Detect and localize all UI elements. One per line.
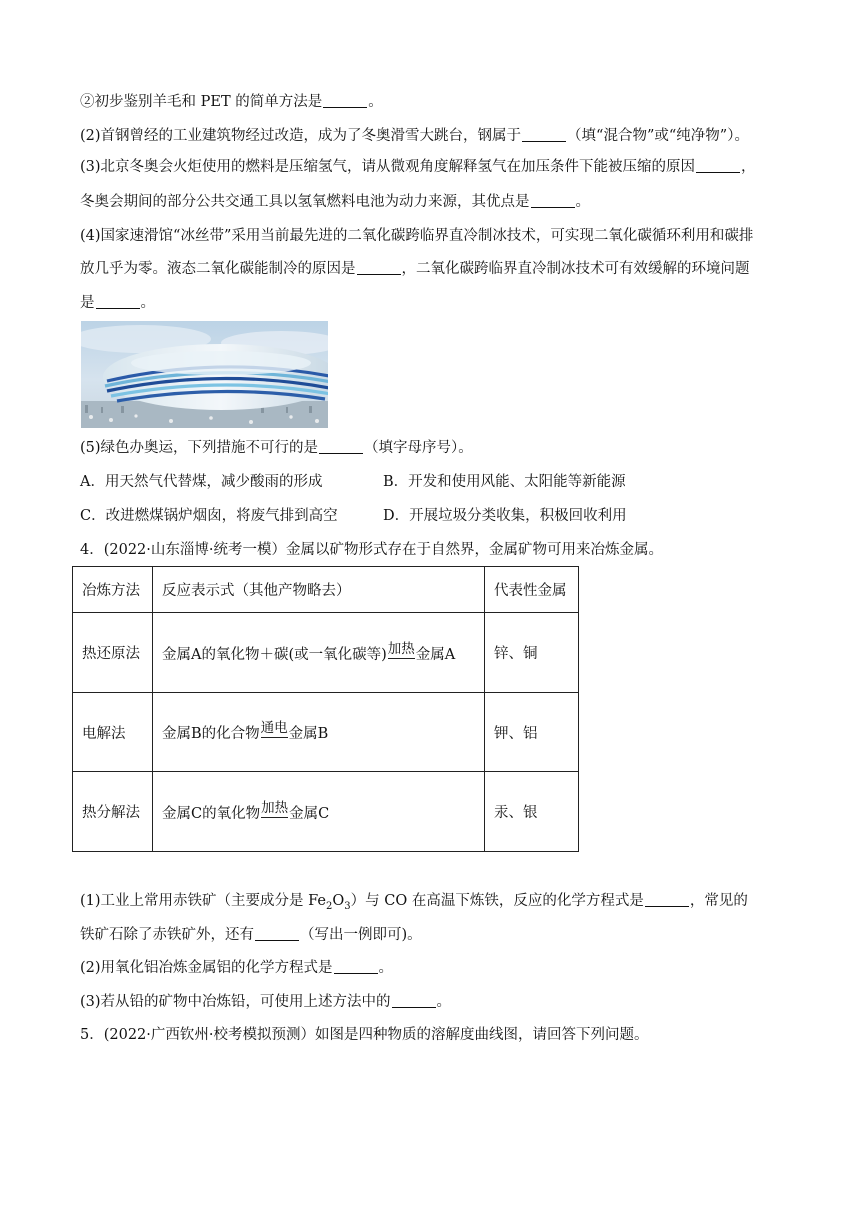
- q5-title: 5．(2022·广西钦州·校考模拟预测）如图是四种物质的溶解度曲线图，请回答下列问题。: [80, 1027, 649, 1043]
- reaction-arrow: [261, 721, 288, 738]
- q4-part3-text: (3)若从铅的矿物中冶炼铅，可使用上述方法中的: [80, 994, 391, 1010]
- q3-part5-hint: （填字母序号）。: [364, 440, 473, 456]
- formula-part: O: [332, 893, 345, 909]
- q3-part5-text: (5)绿色办奥运，下列措施不可行的是: [80, 440, 319, 456]
- answer-blank[interactable]: [645, 892, 689, 907]
- punct: 。: [378, 960, 394, 976]
- method-cell: 热分解法: [73, 772, 153, 852]
- metals-cell: 汞、银: [485, 772, 579, 852]
- q3-part4-text-2: 放几乎为零。液态二氧化碳能制冷的原因是: [80, 261, 356, 277]
- q3-part4-text: (4)国家速滑馆“冰丝带”采用当前最先进的二氧化碳跨临界直冷制冰技术，可实现二氧化碳循环利用和碳排: [80, 228, 754, 244]
- product: 金属B: [288, 726, 329, 742]
- subscript: 2: [326, 900, 333, 912]
- metals-cell: 锌、铜: [485, 613, 579, 693]
- product: 金属A: [415, 646, 456, 663]
- q4-part2-text: (2)用氧化铝冶炼金属铝的化学方程式是: [80, 960, 333, 976]
- q3-part4-line3: [80, 293, 155, 313]
- answer-blank[interactable]: [522, 127, 566, 142]
- q4-part2-line: [80, 958, 393, 978]
- punct: 。: [140, 295, 155, 311]
- method-cell: 热还原法: [73, 613, 153, 693]
- smelting-methods-table: [72, 566, 579, 852]
- punct: 。: [575, 194, 590, 210]
- option-b[interactable]: B．开发和使用风能、太阳能等新能源: [383, 474, 626, 490]
- condition: 加热: [261, 799, 289, 816]
- q4-part3-line: [80, 992, 451, 1012]
- answer-blank[interactable]: [696, 158, 740, 173]
- reaction-cell: [153, 693, 485, 772]
- punct: 。: [368, 94, 383, 110]
- q3-part3-text: (3)北京冬奥会火炬使用的燃料是压缩氢气，请从微观角度解释氢气在加压条件下能被压缩的原因: [80, 159, 696, 175]
- answer-blank[interactable]: [334, 959, 378, 974]
- q3-part3-line1: [80, 157, 756, 177]
- q4-part1-text-4: 铁矿石除了赤铁矿外，还有: [80, 927, 254, 943]
- q4-part1-line2: [80, 925, 422, 945]
- answer-blank[interactable]: [323, 93, 367, 108]
- q4-part1-text-2: ）与 CO 在高温下炼铁，反应的化学方程式是: [350, 893, 644, 909]
- option-d[interactable]: D．开展垃圾分类收集，积极回收利用: [383, 508, 627, 524]
- reaction-cell: [153, 613, 485, 693]
- q3-part4-line2: [80, 259, 750, 279]
- q3-part3-line2: [80, 192, 590, 212]
- answer-blank[interactable]: [96, 294, 140, 309]
- q3-part4-text-3: ，二氧化碳跨临界直冷制冰技术可有效缓解的环境问题: [401, 261, 750, 277]
- q4-part1-text-3: ，常见的: [689, 893, 748, 909]
- product: 金属C: [289, 805, 330, 822]
- answer-blank[interactable]: [319, 439, 363, 454]
- header-method: 冶炼方法: [73, 567, 153, 613]
- table-row: [73, 693, 579, 772]
- q4-part1-text: (1)工业上常用赤铁矿（主要成分是 Fe: [80, 893, 326, 909]
- metals-cell: 钾、铝: [485, 693, 579, 772]
- q4-title: 4．(2022·山东淄博·统考一模）金属以矿物形式存在于自然界，金属矿物可用来冶炼金属。: [80, 542, 663, 558]
- table-row: [73, 613, 579, 693]
- q3-part2-line: [80, 126, 749, 146]
- q3-part2-text: (2)首钢曾经的工业建筑物经过改造，成为了冬奥滑雪大跳台，钢属于: [80, 128, 522, 144]
- subscript: 3: [344, 900, 351, 912]
- table-row: [73, 772, 579, 852]
- condition: 通电: [260, 720, 288, 736]
- header-metals: 代表性金属: [485, 567, 579, 613]
- answer-blank[interactable]: [255, 926, 299, 941]
- reactant: 金属B的化合物: [162, 726, 260, 742]
- punct: 。: [436, 994, 452, 1010]
- punct: ，: [741, 159, 756, 175]
- reactant: 金属A的氧化物＋碳(或一氧化碳等): [162, 646, 387, 663]
- q3-sub2-line: [80, 92, 383, 112]
- q3-part5-line: [80, 438, 473, 458]
- header-reaction: 反应表示式（其他产物略去）: [153, 567, 485, 613]
- reaction-arrow: [261, 801, 288, 818]
- q3-part4-text-4: 是: [80, 295, 95, 311]
- q4-part1-hint: （写出一例即可)。: [300, 927, 422, 943]
- reactant: 金属C的氧化物: [162, 805, 261, 822]
- q3-part4-line1: [80, 226, 753, 246]
- answer-blank[interactable]: [357, 260, 401, 275]
- reaction-cell: [153, 772, 485, 852]
- q3-part3-text-2: 冬奥会期间的部分公共交通工具以氢氧燃料电池为动力来源，其优点是: [80, 194, 530, 210]
- table-header-row: [73, 567, 579, 613]
- option-c[interactable]: C．改进燃煤锅炉烟囱，将废气排到高空: [80, 508, 338, 524]
- method-cell: 电解法: [73, 693, 153, 772]
- reaction-arrow: [388, 642, 415, 659]
- q3-sub2-text: ②初步鉴别羊毛和 PET 的简单方法是: [80, 94, 323, 110]
- q4-part1-line1: [80, 891, 748, 917]
- q3-part2-hint: （填“混合物”或“纯净物”）。: [567, 128, 749, 144]
- ice-ribbon-stadium-image: [81, 321, 328, 428]
- answer-blank[interactable]: [531, 193, 575, 208]
- option-a[interactable]: A．用天然气代替煤，减少酸雨的形成: [80, 474, 323, 490]
- condition: 加热: [387, 640, 415, 657]
- answer-blank[interactable]: [392, 993, 436, 1008]
